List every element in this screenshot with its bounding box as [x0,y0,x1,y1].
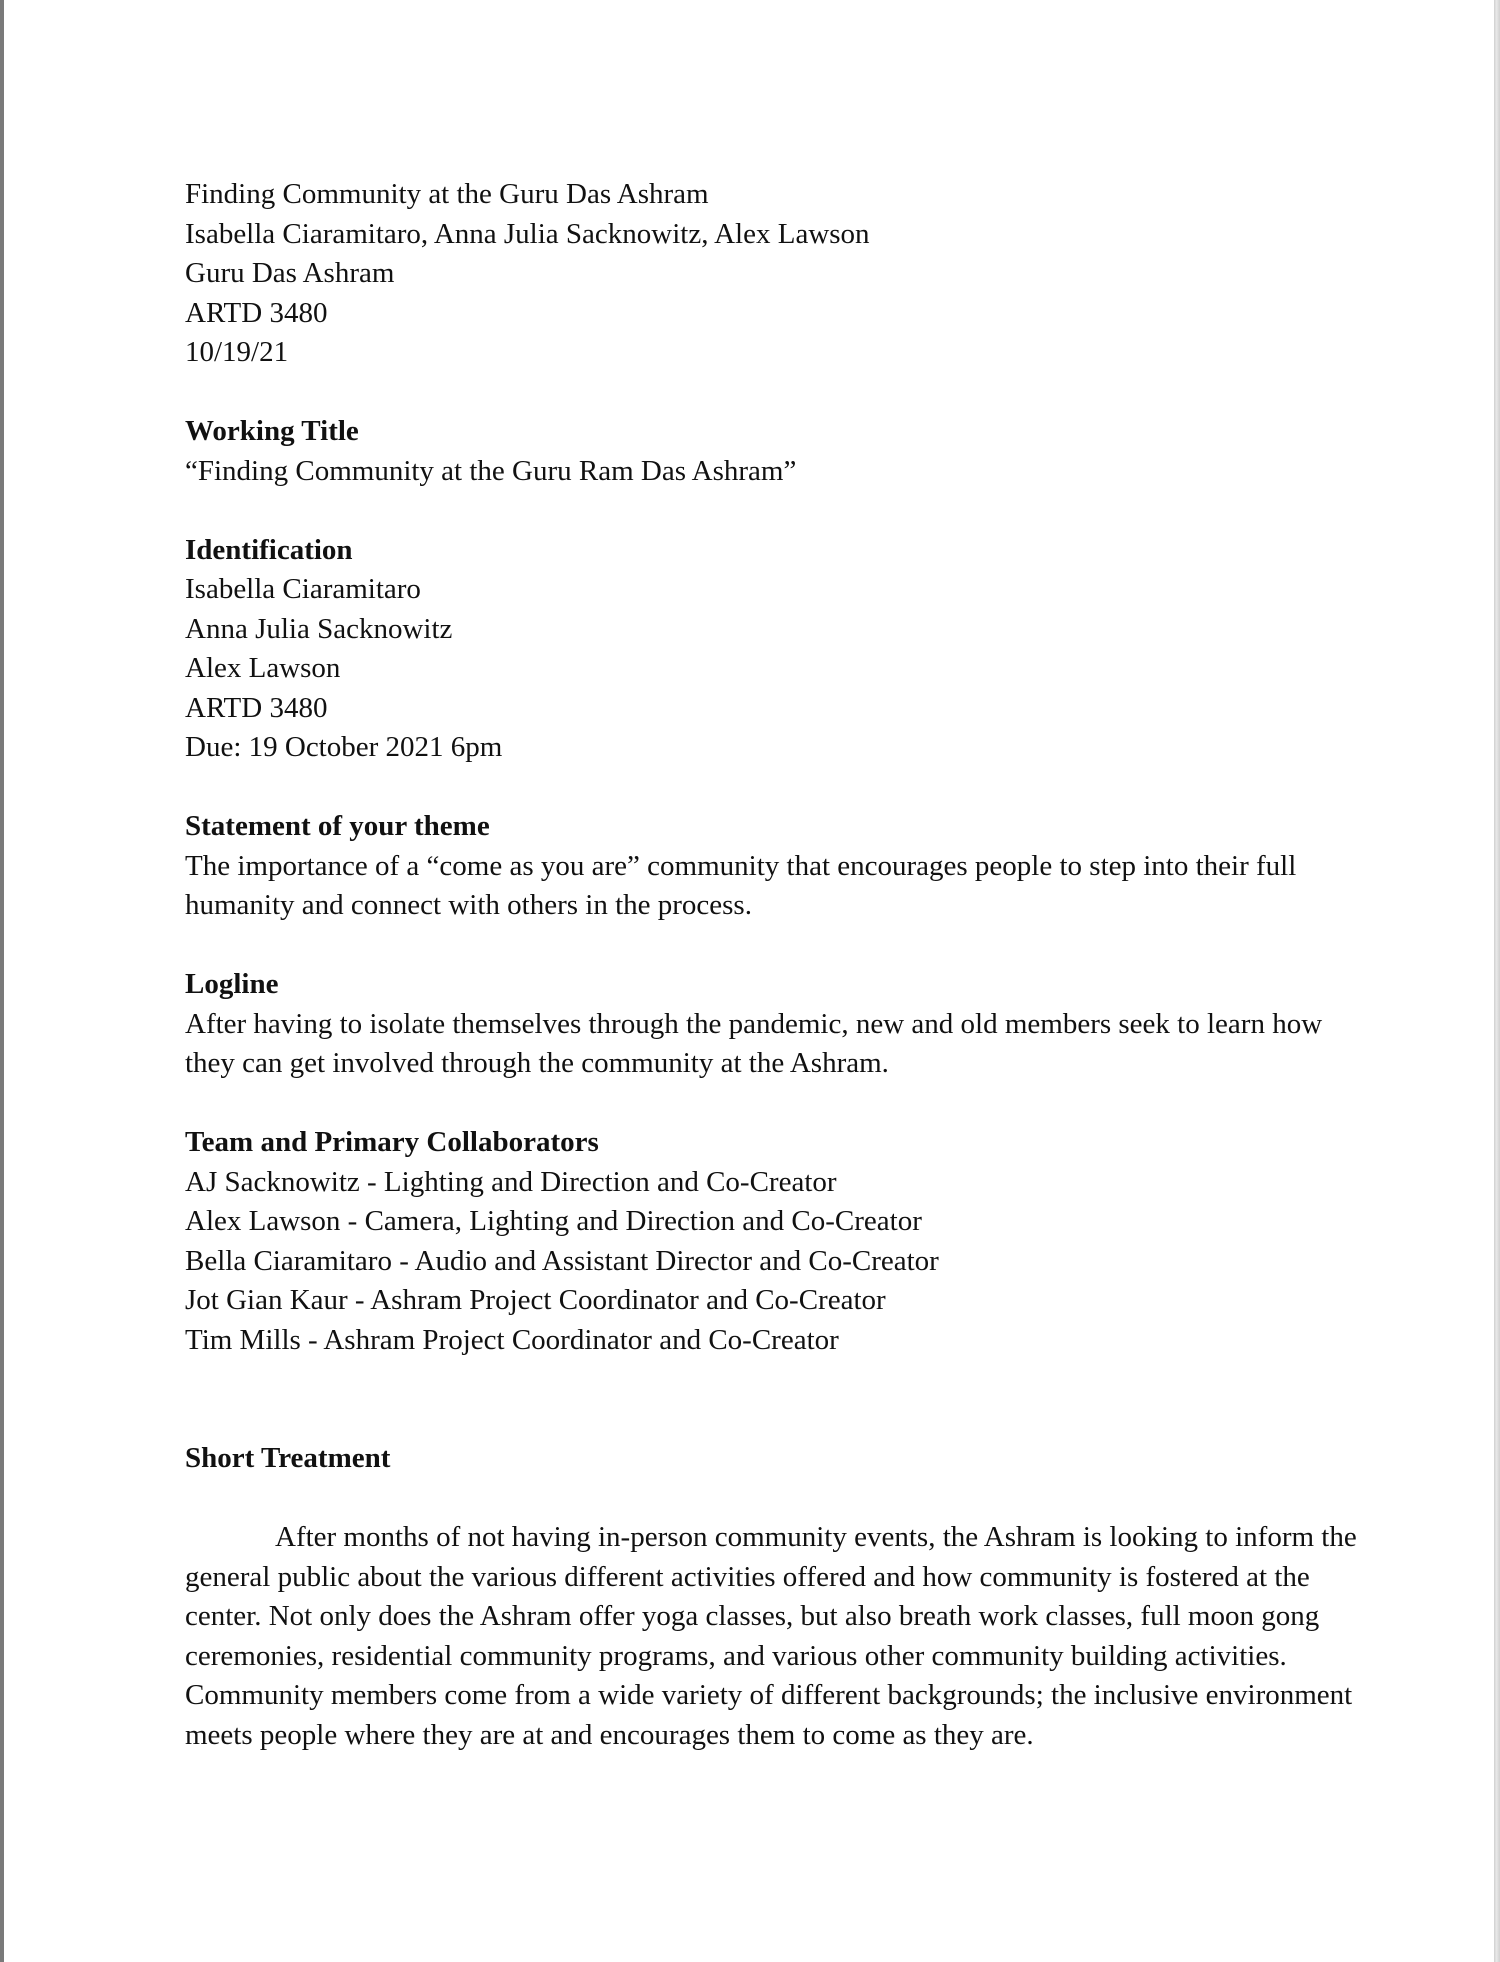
team-member: Bella Ciaramitaro - Audio and Assistant Director and Co-Creator [185,1244,939,1277]
team-member: Tim Mills - Ashram Project Coordinator and Co-Creator [185,1323,839,1356]
document-body [185,175,1360,1755]
authors: Isabella Ciaramitaro, Anna Julia Sacknowitz, Alex Lawson [185,217,870,250]
project-title: Finding Community at the Guru Das Ashram [185,178,709,210]
working-title-heading: Working Title [185,415,359,447]
working-title-section [185,412,1360,491]
team-member: Jot Gian Kaur - Ashram Project Coordinator and Co-Creator [185,1284,886,1316]
page-left-edge [0,0,4,1962]
identification-section [185,531,1360,768]
theme-section [185,807,1360,926]
logline-text: After having to isolate themselves through the pandemic, new and old members seek to learn how they can get involved through the community at the Ashram. [185,1007,1323,1079]
identification-line: Alex Lawson [185,652,341,684]
theme-heading: Statement of your theme [185,810,490,842]
treatment-text: After months of not having in-person community events, the Ashram is looking to inform the general public about the various different activities offered and how community is fostered at the center. Not only does the Ashram offer yoga classes, but also breath work classes, full moon gong ceremonies, residential community programs, and various other community building activities. Community members come from a wide variety of different backgrounds; the inclusive environment meets people where they are at and encourages them to come as they are. [185,1521,1357,1751]
document-header [185,175,1360,373]
logline-heading: Logline [185,968,279,1000]
organization: Guru Das Ashram [185,257,395,289]
identification-heading: Identification [185,533,353,566]
treatment-section [185,1439,1360,1755]
course-number: ARTD 3480 [185,296,328,329]
working-title-value: “Finding Community at the Guru Ram Das Ashram” [185,454,797,487]
logline-section [185,965,1360,1084]
team-heading: Team and Primary Collaborators [185,1126,599,1158]
document-date: 10/19/21 [185,336,289,368]
treatment-heading: Short Treatment [185,1442,391,1474]
identification-line: Anna Julia Sacknowitz [185,612,453,645]
identification-line: Isabella Ciaramitaro [185,573,421,605]
team-section [185,1123,1360,1360]
identification-line: ARTD 3480 [185,691,328,724]
team-member: Alex Lawson - Camera, Lighting and Direction and Co-Creator [185,1205,922,1237]
identification-line: Due: 19 October 2021 6pm [185,731,503,763]
team-member: AJ Sacknowitz - Lighting and Direction and Co-Creator [185,1165,837,1198]
theme-text: The importance of a “come as you are” community that encourages people to step into their full humanity and connect with others in the process. [185,849,1297,921]
page-right-edge [1494,0,1500,1962]
